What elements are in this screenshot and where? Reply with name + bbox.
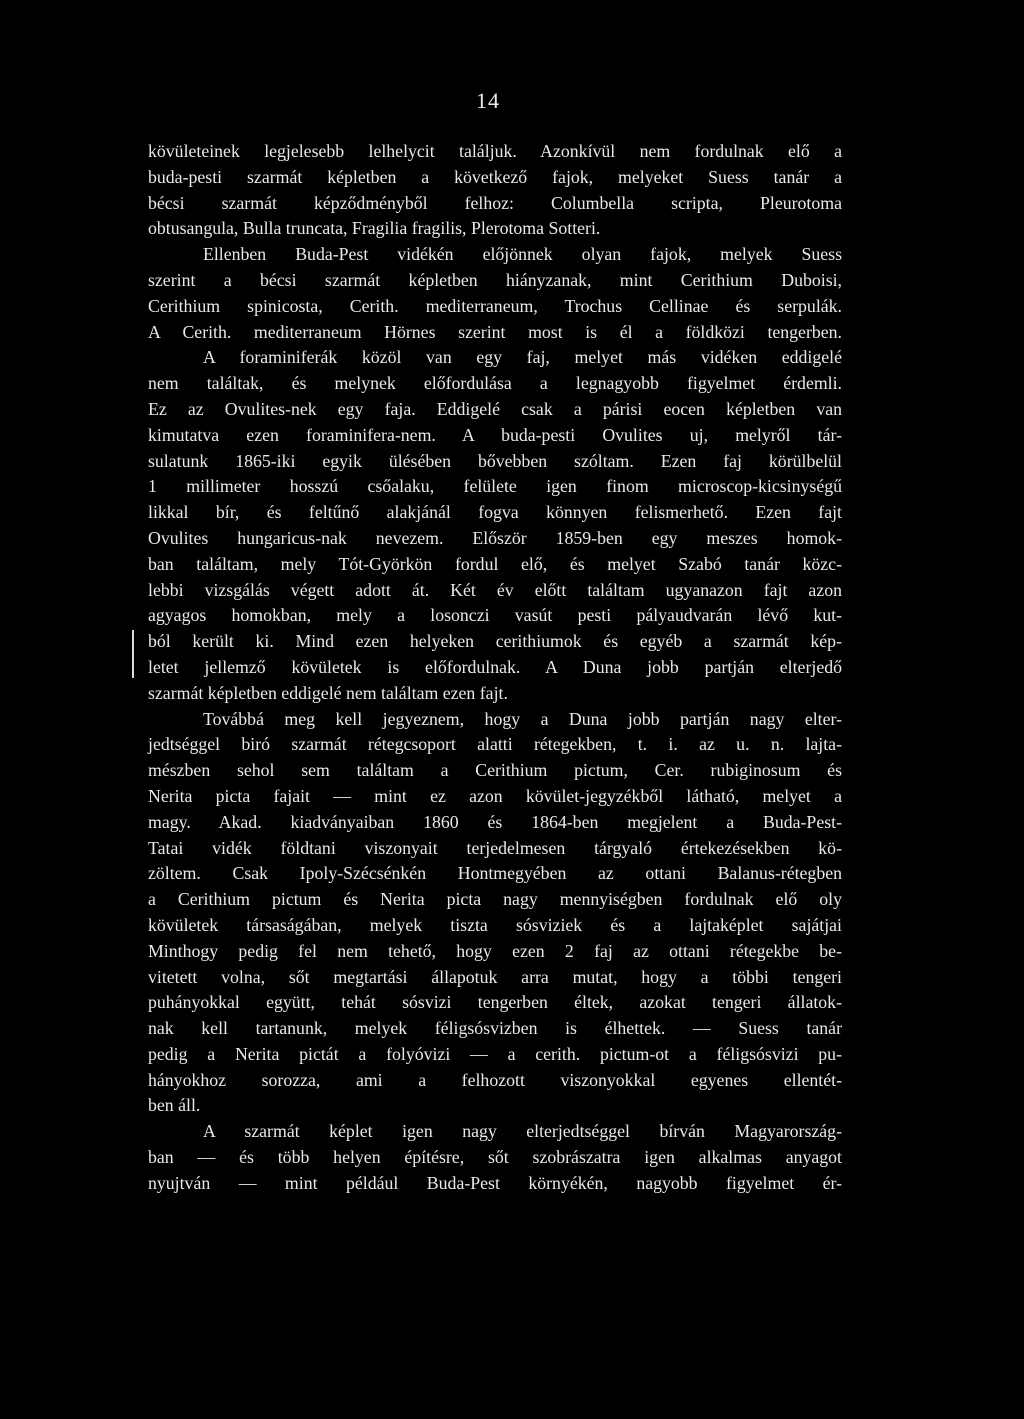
text-line: Tatai vidék földtani viszonyait terjedelmesen tárgyaló értekezésekben kö- xyxy=(148,837,842,858)
text-line: nem találtak, és melynek előfordulása a legnagyobb figyelmet érdemli. xyxy=(148,373,842,394)
text-line: kövületeinek legjelesebb lelhelycit találjuk. Azonkívül nem fordulnak elő a xyxy=(148,141,842,161)
body-text xyxy=(148,139,842,1197)
text-line: Ez az Ovulites-nek egy faja. Eddigelé csak a párisi eocen képletben van xyxy=(148,398,842,419)
text-line: mészben sehol sem találtam a Cerithium pictum, Cer. rubiginosum és xyxy=(148,760,842,781)
text-line: agyagos homokban, mely a losonczi vasút pesti pályaudvarán lévő kut- xyxy=(148,605,842,626)
text-line: likkal bír, és feltűnő alakjánál fogva könnyen felismerhető. Ezen fajt xyxy=(148,502,842,523)
text-line: kimutatva ezen foraminifera-nem. A buda-pesti Ovulites uj, melyről tár- xyxy=(148,424,842,445)
paragraph-start-line: Ellenben Buda-Pest vidékén előjönnek olyan fajok, melyek Suess xyxy=(203,244,842,265)
margin-bar xyxy=(132,630,134,678)
text-line: pedig a Nerita pictát a folyóvizi — a cerith. pictum-ot a féligsósvizi pu- xyxy=(148,1043,842,1064)
paragraph-start-line: Továbbá meg kell jegyeznem, hogy a Duna jobb partján nagy elter- xyxy=(203,708,842,729)
text-line: ban — és több helyen építésre, sőt szobrászatra igen alkalmas anyagot xyxy=(148,1147,842,1168)
text-line: kövületek társaságában, melyek tiszta sósviziek és a lajtaképlet sajátjai xyxy=(148,914,842,935)
text-line: hányokhoz sorozza, ami a felhozott viszonyokkal egyenes ellentét- xyxy=(148,1069,842,1090)
text-line: zöltem. Csak Ipoly-Szécsénkén Hontmegyében az ottani Balanus-rétegben xyxy=(148,863,842,884)
text-line: sulatunk 1865-iki egyik ülésében bővebben szóltam. Ezen faj körülbelül xyxy=(148,450,842,471)
text-line: Minthogy pedig fel nem tehető, hogy ezen 2 faj az ottani rétegekbe be- xyxy=(148,940,842,961)
text-line: A Cerith. mediterraneum Hörnes szerint most is él a földközi tengerben. xyxy=(148,321,842,342)
text-line: vitetett volna, sőt megtartási állapotuk arra mutat, hogy a többi tengeri xyxy=(148,966,842,987)
paragraph-start-line: A foraminiferák közöl van egy faj, melyet más vidéken eddigelé xyxy=(203,347,842,368)
text-line: jedtséggel biró szarmát rétegcsoport alatti rétegekben, t. i. az u. n. lajta- xyxy=(148,734,842,755)
page-number: 14 xyxy=(476,88,500,113)
text-line: a Cerithium pictum és Nerita picta nagy mennyiségben fordulnak elő oly xyxy=(148,889,842,910)
paragraph-start-line: A szarmát képlet igen nagy elterjedtséggel bírván Magyarország- xyxy=(203,1121,842,1142)
text-line: obtusangula, Bulla truncata, Fragilia fragilis, Plerotoma Sotteri. xyxy=(148,218,601,239)
text-line: Ovulites hungaricus-nak nevezem. Először 1859-ben egy meszes homok- xyxy=(148,527,842,548)
text-line: 1 millimeter hosszú csőalaku, felülete igen finom microscop-kicsinységű xyxy=(148,476,842,497)
text-line: letet jellemző kövületek is előfordulnak. A Duna jobb partján elterjedő xyxy=(148,656,842,677)
text-line: szarmát képletben eddigelé nem találtam ezen fajt. xyxy=(148,682,508,703)
text-line: puhányokkal együtt, tehát sósvizi tengerben éltek, azokat tengeri állatok- xyxy=(148,992,842,1013)
text-line: magy. Akad. kiadványaiban 1860 és 1864-ben megjelent a Buda-Pest- xyxy=(148,811,842,832)
text-line: ban találtam, mely Tót-Györkön fordul elő, és melyet Szabó tanár közc- xyxy=(148,553,842,574)
text-line: bécsi szarmát képződményből felhoz: Columbella scripta, Pleurotoma xyxy=(148,192,842,213)
text-line: Nerita picta fajait — mint ez azon kövület-jegyzékből látható, melyet a xyxy=(148,785,842,806)
text-line: nak kell tartanunk, melyek féligsósvizben is élhettek. — Suess tanár xyxy=(148,1018,842,1039)
text-line: Cerithium spinicosta, Cerith. mediterraneum, Trochus Cellinae és serpulák. xyxy=(148,295,842,316)
text-line: ben áll. xyxy=(148,1095,201,1116)
text-line: lebbi vizsgálás végett adott át. Két év előtt találtam ugyanazon fajt azon xyxy=(148,579,842,600)
text-line: ból került ki. Mind ezen helyeken cerithiumok és egyéb a szarmát kép- xyxy=(148,631,842,652)
text-line: nyujtván — mint például Buda-Pest környékén, nagyobb figyelmet ér- xyxy=(148,1172,842,1193)
text-line: buda-pesti szarmát képletben a következő fajok, melyeket Suess tanár a xyxy=(148,166,842,187)
text-line: szerint a bécsi szarmát képletben hiányzanak, mint Cerithium Duboisi, xyxy=(148,269,842,290)
